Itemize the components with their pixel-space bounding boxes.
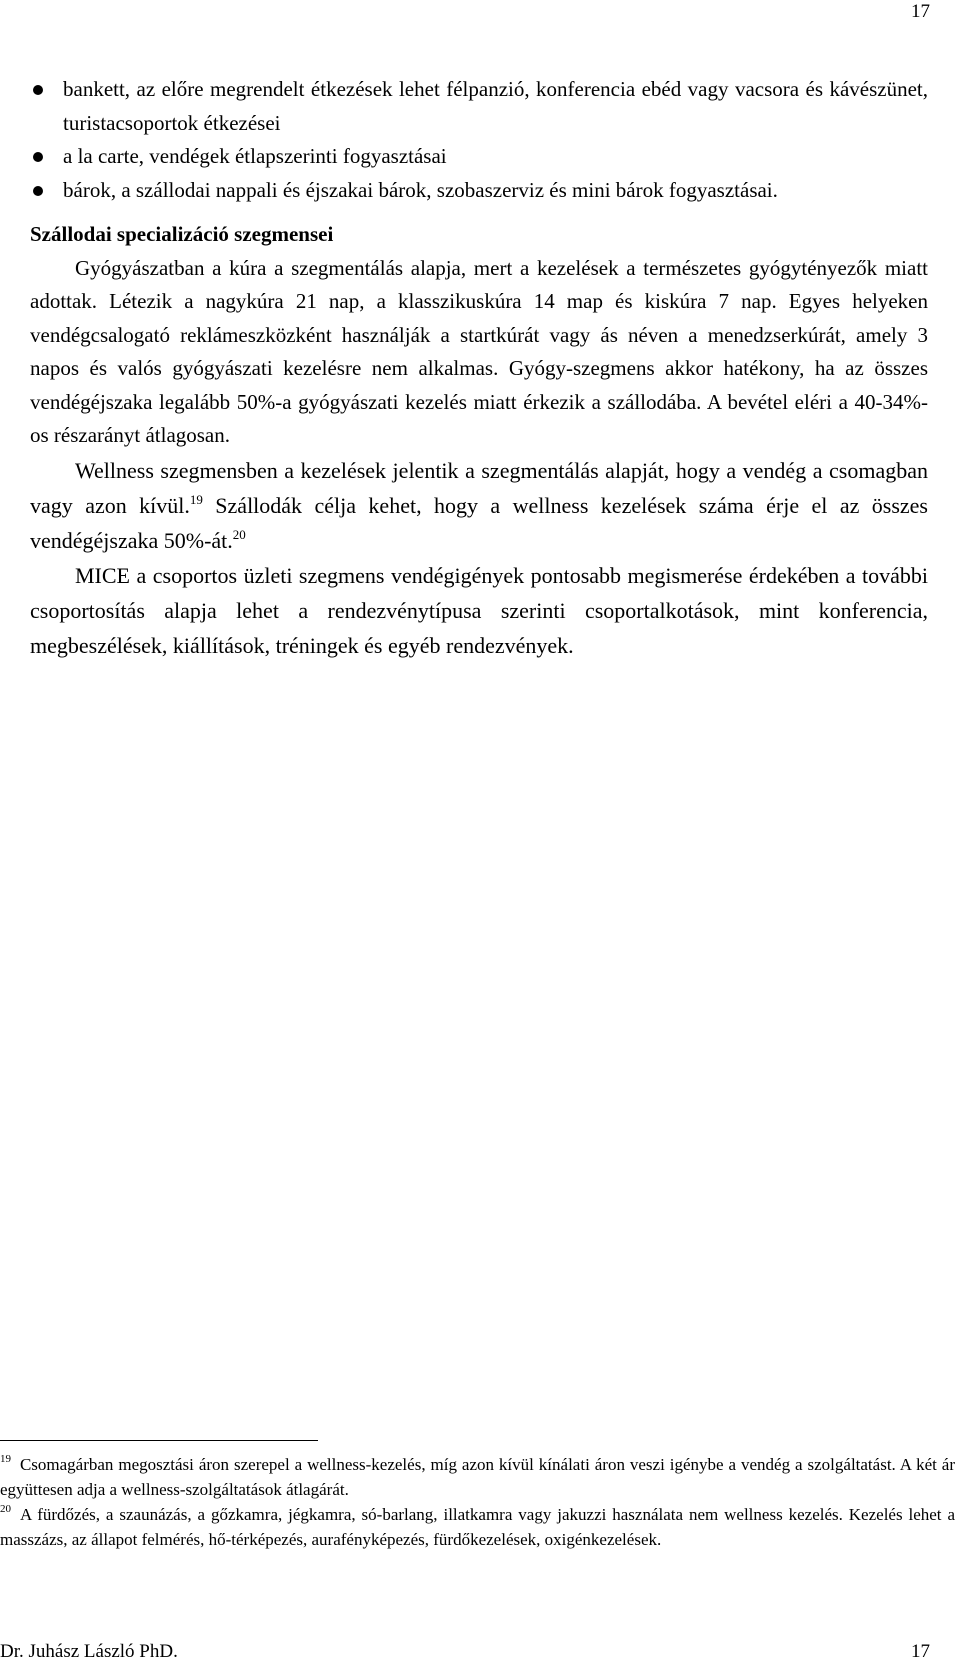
footnote-text: Csomagárban megosztási áron szerepel a wellness-kezelés, míg azon kívül kínálati áron veszi igénybe a vendég a szolgáltatást. A két ár együttesen adja a wellness-szolgáltatások átlagárát. xyxy=(0,1455,955,1499)
footnote-ref-20[interactable]: 20 xyxy=(232,526,246,542)
paragraph-wellness xyxy=(30,453,928,558)
paragraph-mice: MICE a csoportos üzleti szegmens vendégigények pontosabb megismerése érdekében a további csoportosítás alapja lehet a rendezvénytípusa szerinti csoportalkotások, mint konferencia, megbeszélések, kiállítások, tréningek és egyéb rendezvények. xyxy=(30,562,928,658)
footnote-20 xyxy=(0,1502,955,1552)
bullet-item-bars: bárok, a szállodai nappali és éjszakai bárok, szobaszerviz és mini bárok fogyasztásai. xyxy=(30,174,928,208)
footnote-ref-19[interactable]: 19 xyxy=(189,491,203,507)
footnote-number: 20 xyxy=(0,1503,11,1515)
paragraph-wellness-text-1: Wellness szegmensben a kezelések jelentik a szegmentálás alapját, hogy a vendég a csomagban vagy azon kívül. xyxy=(30,457,928,518)
bullet-item-a-la-carte: a la carte, vendégek étlapszerinti fogyasztásai xyxy=(30,140,928,174)
footnote-text: A fürdőzés, a szaunázás, a gőzkamra, jégkamra, só-barlang, illatkamra vagy jakuzzi használata nem wellness kezelés. Kezelés lehet a masszázs, az állapot felmérés, hő-térképezés, aurafényképezés, fürdőkezelések, oxigénkezelések. xyxy=(0,1505,955,1549)
footnote-19 xyxy=(0,1452,955,1502)
footnote-number: 19 xyxy=(0,1453,11,1465)
footer-author: Dr. Juhász László PhD. xyxy=(0,1641,178,1662)
section-heading: Szállodai specializáció szegmensei xyxy=(30,222,334,246)
footnote-separator xyxy=(0,1440,318,1441)
footnotes xyxy=(0,1452,955,1552)
bullet-list xyxy=(30,73,928,207)
main-content xyxy=(30,73,928,663)
footer-page-number: 17 xyxy=(911,1641,930,1662)
header-page-number: 17 xyxy=(911,1,930,22)
bullet-item-banquet: bankett, az előre megrendelt étkezések lehet félpanzió, konferencia ebéd vagy vacsora és kávészünet, turistacsoportok étkezései xyxy=(30,73,928,140)
paragraph-cure: Gyógyászatban a kúra a szegmentálás alapja, mert a kezelések a természetes gyógytényezők miatt adottak. Létezik a nagykúra 21 nap, a klasszikuskúra 14 map és kiskúra 7 nap. Egyes helyeken vendégcsalogató reklámeszközként használják a startkúrát vagy ás néven a menedzserkúrát, amely 3 napos és valós gyógyászati kezelésre nem alkalmas. Gyógy-szegmens akkor hatékony, ha az összes vendégéjszaka legalább 50%-a gyógyászati kezelés miatt érkezik a szállodába. A bevétel eléri a 40-34%-os részarányt átlagosan. xyxy=(30,255,928,447)
paragraph-wellness-text-2: Szállodák célja kehet, hogy a wellness kezelések száma érje el az összes vendégéjszaka 50%-át. xyxy=(30,492,928,553)
